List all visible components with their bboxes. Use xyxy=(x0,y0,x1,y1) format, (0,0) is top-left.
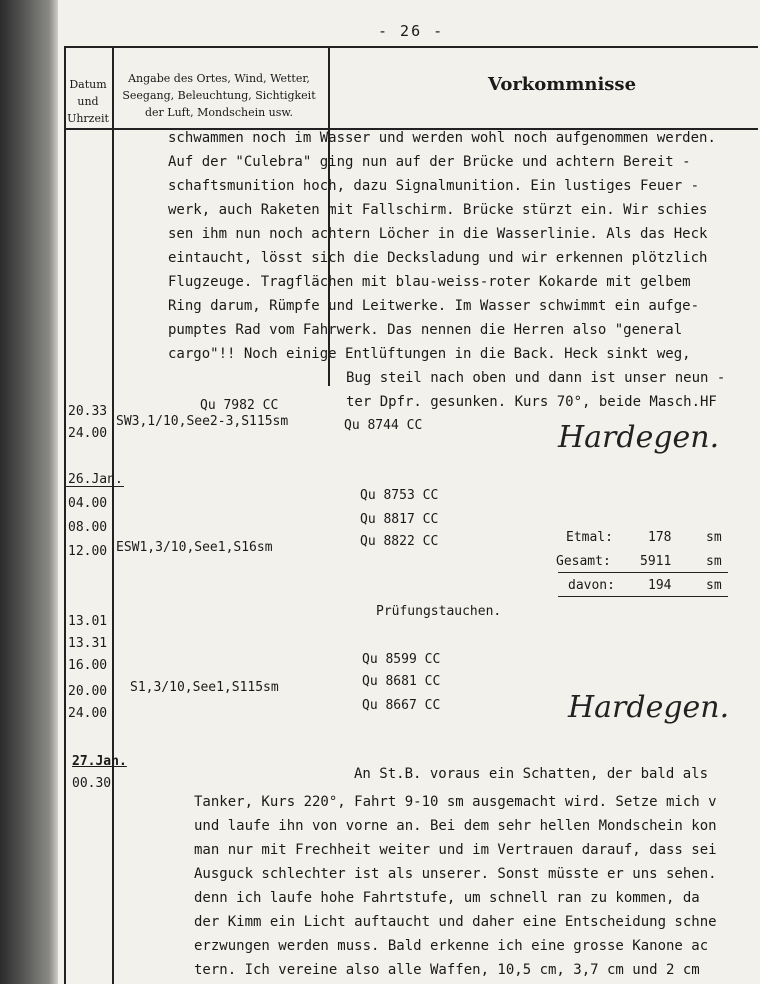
entry-text: Qu 8599 CC xyxy=(362,652,441,667)
text-line: erzwungen werden muss. Bald erkenne ich eine grosse Kanone ac xyxy=(194,938,709,954)
text-line: Bug steil nach oben und dann ist unser neun - xyxy=(346,370,726,386)
entry-text: Qu 8822 CC xyxy=(360,534,439,549)
summary-unit: sm xyxy=(706,530,722,545)
text-line: cargo"!! Noch einige Entlüftungen in die Back. Heck sinkt weg, xyxy=(168,346,691,362)
summary-label: Gesamt: xyxy=(556,554,611,569)
text-line: man nur mit Frechheit weiter und im Vertrauen darauf, dass sei xyxy=(194,842,717,858)
entry-text: Qu 8753 CC xyxy=(360,488,439,503)
header-angabe: Angabe des Ortes, Wind, Wetter, Seegang, Beleuchtung, Sichtigkeit der Luft, Mondschein usw. xyxy=(122,72,316,119)
entry-text: Qu 8667 CC xyxy=(362,698,441,713)
text-line: Tanker, Kurs 220°, Fahrt 9-10 sm ausgemacht wird. Setze mich v xyxy=(194,794,717,810)
entry-weather: S1,3/10,See1,S115sm xyxy=(130,680,279,695)
text-line: sen ihm nun noch achtern Löcher in die Wasserlinie. Als das Heck xyxy=(168,226,708,242)
entry-time: 16.00 xyxy=(68,658,108,673)
entry-text: Qu 8817 CC xyxy=(360,512,439,527)
page-number: - 26 - xyxy=(378,22,445,40)
document-page xyxy=(58,0,760,984)
date-label: 26.Jan. xyxy=(68,472,123,487)
col-rule-2 xyxy=(112,46,114,984)
entry-text: Qu 8744 CC xyxy=(344,418,423,433)
text-line: der Kimm ein Licht auftaucht und daher eine Entscheidung schne xyxy=(194,914,717,930)
summary-rule xyxy=(558,596,728,597)
date-label: 27.Jan. xyxy=(72,754,127,769)
entry-weather: ESW1,3/10,See1,S16sm xyxy=(116,540,273,555)
entry-text: Prüfungstauchen. xyxy=(376,604,502,619)
entry-weather: SW3,1/10,See2-3,S115sm xyxy=(116,414,289,429)
text-line: tern. Ich vereine also alle Waffen, 10,5 cm, 3,7 cm und 2 cm xyxy=(194,962,700,978)
book-binding xyxy=(0,0,58,984)
entry-time: 24.00 xyxy=(68,706,108,721)
entry-time: 20.33 xyxy=(68,404,108,419)
entry-time: 00.30 xyxy=(72,776,112,791)
text-line: pumptes Rad vom Fahrwerk. Das nennen die Herren also "general xyxy=(168,322,683,338)
text-line: eintaucht, lösst sich die Decksladung und wir erkennen plötzlich xyxy=(168,250,708,266)
summary-rule xyxy=(558,572,728,573)
text-line: An St.B. voraus ein Schatten, der bald als xyxy=(354,766,709,782)
entry-time: 04.00 xyxy=(68,496,108,511)
text-line: schaftsmunition hoch, dazu Signalmunition. Ein lustiges Feuer - xyxy=(168,178,700,194)
summary-value: 5911 xyxy=(640,554,672,569)
summary-value: 194 xyxy=(648,578,672,593)
header-datum: Datum und Uhrzeit xyxy=(67,78,109,125)
entry-text: Qu 8681 CC xyxy=(362,674,441,689)
summary-unit: sm xyxy=(706,554,722,569)
header-top-rule xyxy=(64,46,758,48)
text-line: denn ich laufe hohe Fahrtstufe, um schnell ran zu kommen, da xyxy=(194,890,700,906)
text-line: und laufe ihn von vorne an. Bei dem sehr hellen Mondschein kon xyxy=(194,818,717,834)
entry-time: 13.01 xyxy=(68,614,108,629)
text-line: Ring darum, Rümpfe und Leitwerke. Im Wasser schwimmt ein aufge- xyxy=(168,298,700,314)
entry-time: 24.00 xyxy=(68,426,108,441)
entry-time: 13.31 xyxy=(68,636,108,651)
summary-label: davon: xyxy=(568,578,615,593)
header-vorkommnisse: Vorkommnisse xyxy=(488,74,637,95)
summary-unit: sm xyxy=(706,578,722,593)
signature: Hardegen. xyxy=(568,690,730,725)
text-line: ter Dpfr. gesunken. Kurs 70°, beide Masch.HF xyxy=(346,394,717,410)
signature: Hardegen. xyxy=(558,420,720,455)
text-line: Flugzeuge. Tragflächen mit blau-weiss-roter Kokarde mit gelbem xyxy=(168,274,691,290)
entry-text: Qu 7982 CC xyxy=(200,398,279,413)
entry-time: 20.00 xyxy=(68,684,108,699)
summary-value: 178 xyxy=(648,530,672,545)
entry-time: 12.00 xyxy=(68,544,108,559)
col-rule-1 xyxy=(64,46,66,984)
summary-label: Etmal: xyxy=(566,530,613,545)
entry-time: 08.00 xyxy=(68,520,108,535)
text-line: werk, auch Raketen mit Fallschirm. Brücke stürzt ein. Wir schies xyxy=(168,202,708,218)
text-line: schwammen noch im Wasser und werden wohl noch aufgenommen werden. xyxy=(168,130,716,146)
text-line: Ausguck schlechter ist als unserer. Sonst müsste er uns sehen. xyxy=(194,866,717,882)
text-line: Auf der "Culebra" ging nun auf der Brücke und achtern Bereit - xyxy=(168,154,691,170)
